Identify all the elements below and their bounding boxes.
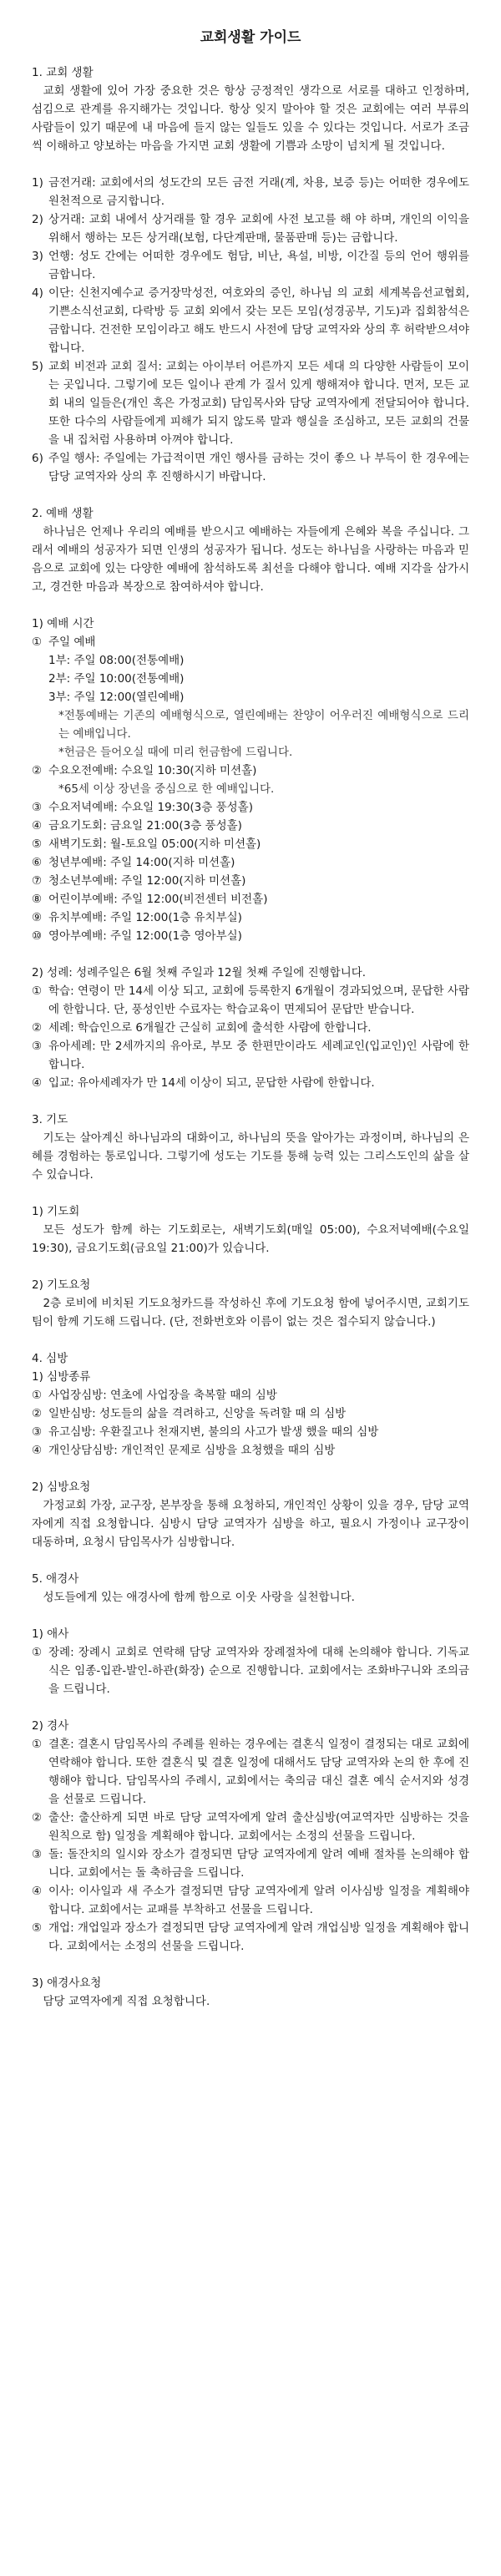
sub-heading: 2) 경사 <box>32 1719 69 1733</box>
celebration-list <box>32 1735 469 1956</box>
sub-heading: 2) 심방요청 <box>32 1480 91 1494</box>
list-item: 2부: 주일 10:00(전통예배) <box>48 672 185 686</box>
section-heading: 2. 예배 생활 <box>32 507 94 520</box>
document-title: 교회생활 가이드 <box>200 29 301 46</box>
paragraph: 2층 로비에 비치된 기도요청카드를 작성하신 후에 기도요청 함에 넣어주시면, 교회기도팀이 함께 기도해 드립니다. (단, 전화번호와 이름이 없는 것은 접수되지 않습니다.) <box>32 1297 469 1328</box>
list-item: ① 결혼: 결혼시 담임목사의 주례를 원하는 경우에는 결혼식 일정이 결정되는 대로 교회에 연락해야 합니다. 또한 결혼식 및 결혼 일정에 대해서도 담당 교역자와 논의 한 후에 진행해야 합니다. 담임목사의 주례시, 교회에서는 축의금 대신 결혼 예식 순서지와 성경을 선물로 드립니다. <box>32 1738 469 1806</box>
spacer <box>32 155 469 174</box>
list-item: 3) 언행: 성도 간에는 어떠한 경우에도 험담, 비난, 욕설, 비방, 이간질 등의 언어 행위를 금합니다. <box>32 250 469 281</box>
sub-heading: 1) 애사 <box>32 1627 69 1641</box>
worship-times-list <box>32 798 469 945</box>
list-item: ④ 이사: 이사일과 새 주소가 결정되면 담당 교역자에게 알려 이사심방 일정을 계획해야 합니다. 교회에서는 교패를 부착하고 선물을 드립니다. <box>32 1885 469 1916</box>
list-item: ① 주일 예배 <box>32 635 96 649</box>
list-item: ② 출산: 출산하게 되면 바로 담당 교역자에게 알려 출산심방(여교역자만 심방하는 것을 원칙으로 함) 일정을 계획해야 합니다. 교회에서는 소정의 선물을 드립니다. <box>32 1811 469 1843</box>
spacer <box>32 945 469 964</box>
list-item: ② 수요오전예배: 수요일 10:30(지하 미션홀) <box>32 764 257 777</box>
list-item: ③ 유고심방: 우환질고나 천재지변, 불의의 사고가 발생 했을 때의 심방 <box>32 1425 379 1439</box>
list-item: 2) 상거래: 교회 내에서 상거래를 할 경우 교회에 사전 보고를 해 야 하며, 개인의 이익을 위해서 행하는 모든 상거래(보험, 다단계판매, 물품판매 등)는 금합니다. <box>32 213 469 245</box>
list-item: ④ 개인상담심방: 개인적인 문제로 심방을 요청했을 때의 심방 <box>32 1444 336 1457</box>
list-item: ⑨ 유치부예배: 주일 12:00(1층 유치부실) <box>32 911 242 924</box>
sub-heading: 1) 심방종류 <box>32 1370 91 1384</box>
sub-heading: 2) 기도요청 <box>32 1278 91 1292</box>
sub-heading: 1) 예배 시간 <box>32 617 94 630</box>
sub-heading: 1) 기도회 <box>32 1205 80 1218</box>
rules-list <box>32 174 469 486</box>
list-item: 3부: 주일 12:00(열린예배) <box>48 691 185 704</box>
list-item: 6) 주일 행사: 주일에는 가급적이면 개인 행사를 금하는 것이 좋으 나 부득이 한 경우에는 담당 교역자와 상의 후 진행하시기 바랍니다. <box>32 452 469 483</box>
list-item: 4) 이단: 신천지예수교 증거장막성전, 여호와의 증인, 하나님 의 교회 세계복음선교협회, 기쁜소식선교회, 다락방 등 교회 외에서 갖는 모든 모임(성경공부, 기도)과 집회참석은 금합니다. 건전한 모임이라고 해도 반드시 사전에 담당 교역자와 상의 후 허락받으셔야 합니다. <box>32 286 469 355</box>
list-item: ① 장례: 장례시 교회로 연락해 담당 교역자와 장례절차에 대해 논의해야 합니다. 기독교식은 임종-입관-발인-하관(화장) 순으로 진행합니다. 교회에서는 조화바구니와 조의금을 드립니다. <box>32 1646 469 1696</box>
list-item: ③ 유아세례: 만 2세까지의 유아로, 부모 중 한편만이라도 세례교인(입교인)인 사람에 한합니다. <box>32 1040 469 1071</box>
list-item: ④ 금요기도회: 금요일 21:00(3층 풍성홀) <box>32 819 242 833</box>
spacer <box>32 1551 469 1570</box>
spacer <box>32 1184 469 1202</box>
worship-times-list <box>32 633 469 651</box>
sunday-services <box>32 651 469 762</box>
list-item: ④ 입교: 유아세례자가 만 14세 이상이 되고, 문답한 사람에 한합니다. <box>32 1076 375 1090</box>
section-heading: 5. 애경사 <box>32 1572 79 1586</box>
spacer <box>32 1460 469 1478</box>
spacer <box>32 1331 469 1349</box>
paragraph: 가정교회 가장, 교구장, 본부장을 통해 요청하되, 개인적인 상황이 있을 경우, 담당 교역자에게 직접 요청합니다. 심방시 담당 교역자가 심방을 하고, 필요시 가정이나 교구장이 대동하며, 요청시 담임목사가 심방합니다. <box>32 1499 469 1549</box>
list-item: ① 학습: 연령이 만 14세 이상 되고, 교회에 등록한지 6개월이 경과되었으며, 문답한 사람에 한합니다. 단, 풍성인반 수료자는 학습교육이 면제되어 문답만 받습니다. <box>32 984 469 1016</box>
spacer <box>32 1956 469 1974</box>
spacer <box>32 1698 469 1717</box>
list-item: ⑧ 어린이부예배: 주일 12:00(비전센터 비전홀) <box>32 893 268 906</box>
visitation-types-list <box>32 1386 469 1460</box>
list-item: ⑤ 새벽기도회: 월-토요일 05:00(지하 미션홀) <box>32 838 261 851</box>
list-item: ⑤ 개업: 개업일과 장소가 결정되면 담당 교역자에게 알려 개업심방 일정을 계획해야 합니다. 교회에서는 소정의 선물을 드립니다. <box>32 1921 469 1953</box>
paragraph: 담당 교역자에게 직접 요청합니다. <box>43 1995 210 2008</box>
section-intro: 성도들에게 있는 애경사에 함께 함으로 이웃 사랑을 실천합니다. <box>43 1591 355 1604</box>
sub-heading: 3) 애경사요청 <box>32 1976 102 1990</box>
worship-note: *전통예배는 기존의 예배형식으로, 열린예배는 찬양이 어우러진 예배형식으로 드리는 예배입니다. <box>58 709 469 741</box>
spacer <box>32 1607 469 1625</box>
note-block <box>32 780 469 798</box>
list-item: 1부: 주일 08:00(전통예배) <box>48 654 185 667</box>
list-item: ⑥ 청년부예배: 주일 14:00(지하 미션홀) <box>32 856 235 869</box>
section-worship <box>32 504 469 1092</box>
worship-note: *65세 이상 장년을 중심으로 한 예배입니다. <box>58 782 275 796</box>
list-item: 1) 금전거래: 교회에서의 성도간의 모든 금전 거래(계, 차용, 보증 등)는 어떠한 경우에도 원천적으로 금지합니다. <box>32 176 469 208</box>
section-church-life <box>32 63 469 486</box>
list-item: 5) 교회 비전과 교회 질서: 교회는 아이부터 어른까지 모든 세대 의 다양한 사람들이 모이는 곳입니다. 그렇기에 모든 일이나 관계 가 질서 있게 행해져야 합니다. 먼저, 모든 교회 내의 일들은(개인 혹은 가정교회) 담임목사와 담당 교역자에게 전달되어야 합니다. 또한 다수의 사람들에게 피해가 되지 않도록 말과 행실을 조심하고, 모든 교회의 건물을 내 집처럼 사용하며 아껴야 합니다. <box>32 360 469 447</box>
condolence-list <box>32 1643 469 1698</box>
spacer <box>32 1258 469 1276</box>
section-intro: 교회 생활에 있어 가장 중요한 것은 항상 긍정적인 생각으로 서로를 대하고 인정하며, 섬김으로 관계를 유지해가는 것입니다. 항상 잊지 말아야 할 것은 교회에는 여러 부류의 사람들이 있기 때문에 내 마음에 들지 않는 일들도 있을 수 있다는 것입니다. 서로가 조금 씩 이해하고 양보하는 마음을 가지면 교회 생활에 기쁨과 소망이 넘치게 될 것입니다. <box>32 84 469 153</box>
list-item: ⑦ 청소년부예배: 주일 12:00(지하 미션홀) <box>32 874 246 888</box>
section-intro: 하나님은 언제나 우리의 예배를 받으시고 예배하는 자들에게 은혜와 복을 주십니다. 그래서 예배의 성공자가 되면 인생의 성공자가 됩니다. 성도는 하나님을 사랑하는 마음과 믿음으로 교회에 있는 다양한 예배에 참석하도록 최선을 다해야 합니다. 예배 지각을 삼가시고, 경건한 마음과 복장으로 참여하셔야 합니다. <box>32 525 469 594</box>
list-item: ③ 돌: 돌잔치의 일시와 장소가 결정되면 담당 교역자에게 알려 예배 절차를 논의해야 합니다. 교회에서는 돌 축하금을 드립니다. <box>32 1848 469 1880</box>
spacer <box>32 1092 469 1111</box>
list-item: ③ 수요저녁예배: 수요일 19:30(3층 풍성홀) <box>32 801 253 814</box>
spacer <box>32 486 469 504</box>
worship-note: *헌금은 들어오실 때에 미리 헌금함에 드립니다. <box>58 746 293 759</box>
list-item: ⑩ 영아부예배: 주일 12:00(1층 영아부실) <box>32 929 242 943</box>
list-item: ② 일반심방: 성도들의 삶을 격려하고, 신앙을 독려할 때 의 심방 <box>32 1407 347 1420</box>
section-heading: 3. 기도 <box>32 1113 68 1126</box>
section-prayer <box>32 1111 469 1331</box>
spacer <box>32 596 469 615</box>
sub-heading: 2) 성례: 성례주일은 6월 첫째 주일과 12월 첫째 주일에 진행합니다. <box>32 966 367 979</box>
section-family-events <box>32 1570 469 2011</box>
section-intro: 기도는 살아계신 하나님과의 대화이고, 하나님의 뜻을 알아가는 과정이며, 하나님의 은혜를 경험하는 통로입니다. 그렇기에 성도는 기도를 통해 능력 있는 그리스도인의 삶을 살 수 있습니다. <box>32 1131 469 1182</box>
list-item: ① 사업장심방: 연초에 사업장을 축복할 때의 심방 <box>32 1389 277 1402</box>
list-item: ② 세례: 학습인으로 6개월간 근실히 교회에 출석한 사람에 한합니다. <box>32 1021 372 1035</box>
worship-times-list <box>32 762 469 780</box>
sacrament-list <box>32 982 469 1092</box>
section-heading: 1. 교회 생활 <box>32 66 94 79</box>
section-heading: 4. 심방 <box>32 1352 68 1365</box>
paragraph: 모든 성도가 함께 하는 기도회로는, 새벽기도회(매일 05:00), 수요저녁예배(수요일 19:30), 금요기도회(금요일 21:00)가 있습니다. <box>32 1223 469 1255</box>
section-visitation <box>32 1349 469 1551</box>
